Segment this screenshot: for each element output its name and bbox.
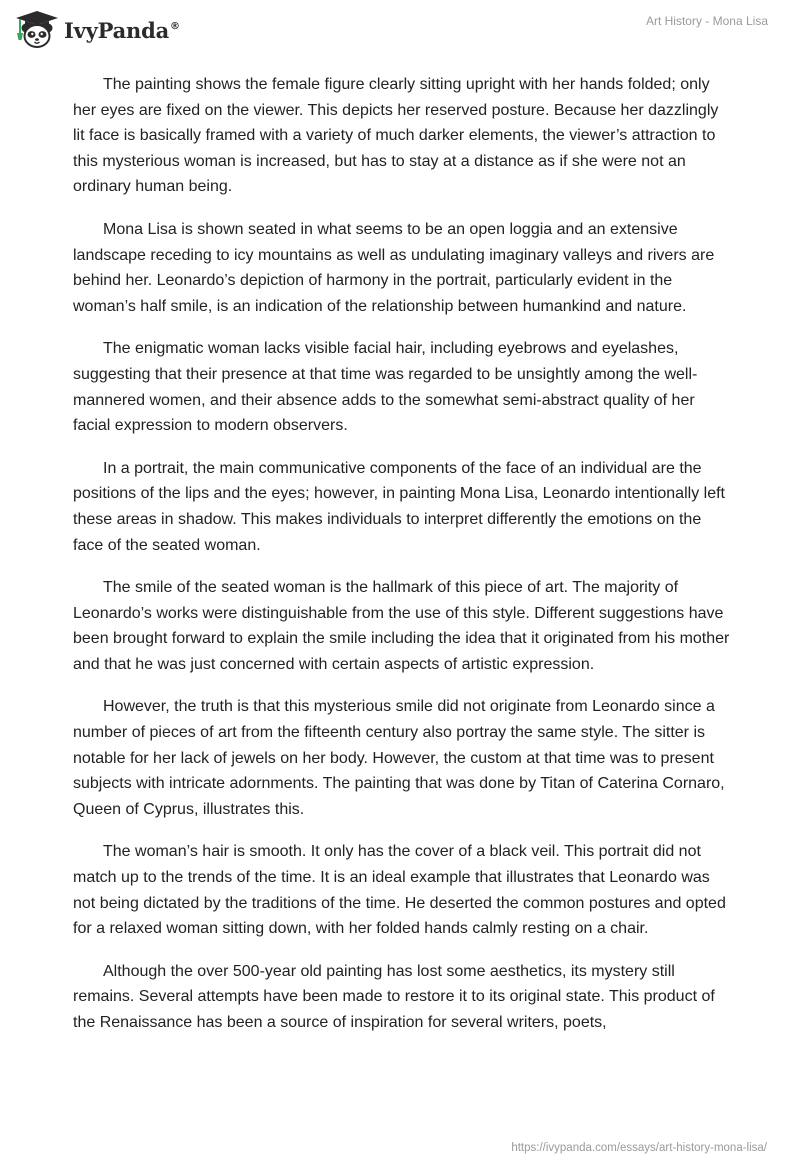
page-header bbox=[0, 0, 800, 60]
document-title: Art History - Mona Lisa bbox=[645, 14, 768, 28]
paragraph: However, the truth is that this mysterious smile did not originate from Leonardo since a number of pieces of art from the fifteenth century also portray the same style. The sitter is notable for her lack of jewels on her body. However, the custom at that time was to present subjects with intricate adornments. The painting that was done by Titan of Caterina Cornaro, Queen of Cyprus, illustrates this. bbox=[73, 698, 725, 818]
paragraph: The smile of the seated woman is the hallmark of this piece of art. The majority of Leonardo’s works were distinguishable from the use of this style. Different suggestions have been brought forward to explain the smile including the idea that it originated from his mother and that he was just concerned with certain aspects of artistic expression. bbox=[73, 579, 730, 673]
paragraph: The woman’s hair is smooth. It only has the cover of a black veil. This portrait did not match up to the trends of the time. It is an ideal example that illustrates that Leonardo was not being dictated by the traditions of the time. He deserted the common postures and opted for a relaxed woman sitting down, with her folded hands calmly resting on a chair. bbox=[73, 843, 726, 938]
registered-mark: ® bbox=[170, 20, 180, 32]
brand-logo[interactable] bbox=[14, 9, 180, 49]
paragraph: Mona Lisa is shown seated in what seems to be an open loggia and an extensive landscape receding to icy mountains as well as undulating imaginary valleys and rivers are behind her. Leonardo’s depiction of harmony in the portrait, particularly evident in the woman’s half smile, is an indication of the relationship between humankind and nature. bbox=[73, 220, 715, 315]
paragraph: In a portrait, the main communicative components of the face of an individual are the positions of the lips and the eyes; however, in painting Mona Lisa, Leonardo intentionally left these areas in shadow. This makes individuals to interpret differently the emotions on the face of the seated woman. bbox=[73, 459, 725, 554]
paragraph: The painting shows the female figure clearly sitting upright with her hands folded; only her eyes are fixed on the viewer. This depicts her reserved posture. Because her dazzlingly lit face is basically framed with a variety of much darker elements, the viewer’s attraction to this mysterious woman is increased, but has to stay at a distance as if she were not an ordinary human being. bbox=[73, 76, 719, 196]
brand-name-text: IvyPanda bbox=[64, 17, 170, 43]
paragraph: Although the over 500-year old painting has lost some aesthetics, its mystery still remains. Several attempts have been made to restore it to its original state. This product of the Renaissance has been a source of inspiration for several writers, poets, bbox=[73, 962, 715, 1031]
panda-graduate-icon bbox=[14, 9, 60, 49]
paragraph: The enigmatic woman lacks visible facial hair, including eyebrows and eyelashes, suggesting that their presence at that time was regarded to be unsightly among the well-mannered women, and their absence adds to the somewhat semi-abstract quality of her facial expression to modern observers. bbox=[73, 340, 698, 435]
brand-name bbox=[64, 18, 180, 43]
source-url-link[interactable]: https://ivypanda.com/essays/art-history-mona-lisa/ bbox=[511, 1142, 767, 1154]
essay-body bbox=[73, 72, 733, 1053]
